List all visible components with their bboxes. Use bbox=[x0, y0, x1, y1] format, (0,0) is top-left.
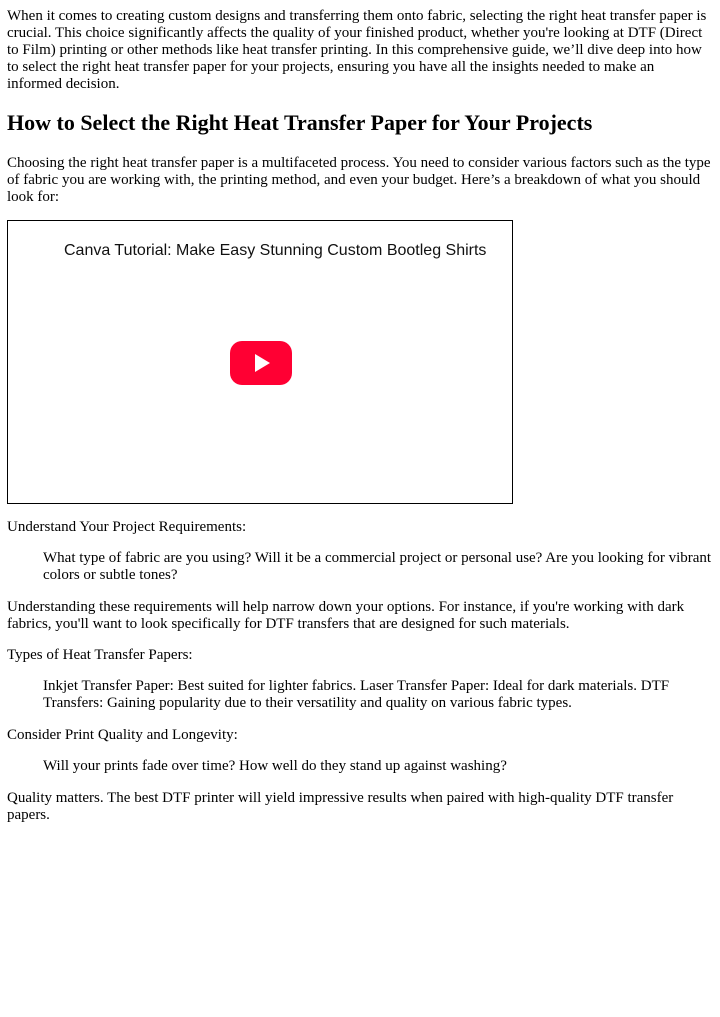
intro-paragraph: When it comes to creating custom designs and transferring them onto fabric, selecting the right heat transfer paper is crucial. This choice significantly affects the quality of your finished product, whether you're looking at DTF (Direct to Film) printing or other methods like heat transfer printing. In this comprehensive guide, we’ll dive deep into how to select the right heat transfer paper for your projects, ensuring you have all the insights needed to make an informed decision. bbox=[7, 8, 707, 92]
video-embed[interactable] bbox=[7, 220, 513, 504]
article-content bbox=[7, 8, 713, 838]
article-heading: How to Select the Right Heat Transfer Paper for Your Projects bbox=[7, 110, 593, 135]
quality-label: Consider Print Quality and Longevity: bbox=[7, 727, 238, 743]
video-title[interactable]: Canva Tutorial: Make Easy Stunning Custom Bootleg Shirts bbox=[64, 242, 487, 259]
quality-note: Quality matters. The best DTF printer will yield impressive results when paired with high-quality DTF transfer papers. bbox=[7, 790, 674, 823]
lead-paragraph: Choosing the right heat transfer paper is a multifaceted process. You need to consider various factors such as the type of fabric you are working with, the printing method, and even your budget. Here’s a breakdown of what you should look for: bbox=[7, 155, 711, 205]
types-label: Types of Heat Transfer Papers: bbox=[7, 647, 193, 663]
quality-detail: Will your prints fade over time? How well do they stand up against washing? bbox=[43, 758, 507, 774]
requirements-note: Understanding these requirements will help narrow down your options. For instance, if you're working with dark fabrics, you'll want to look specifically for DTF transfers that are designed for such materials. bbox=[7, 599, 685, 632]
play-icon bbox=[255, 354, 270, 372]
types-detail: Inkjet Transfer Paper: Best suited for lighter fabrics. Laser Transfer Paper: Ideal for dark materials. DTF Transfers: Gaining popularity due to their versatility and quality on various fabric types. bbox=[43, 678, 670, 711]
requirements-detail: What type of fabric are you using? Will it be a commercial project or personal use? Are you looking for vibrant colors or subtle tones? bbox=[43, 550, 712, 583]
requirements-label: Understand Your Project Requirements: bbox=[7, 519, 247, 535]
play-button[interactable] bbox=[230, 341, 292, 385]
